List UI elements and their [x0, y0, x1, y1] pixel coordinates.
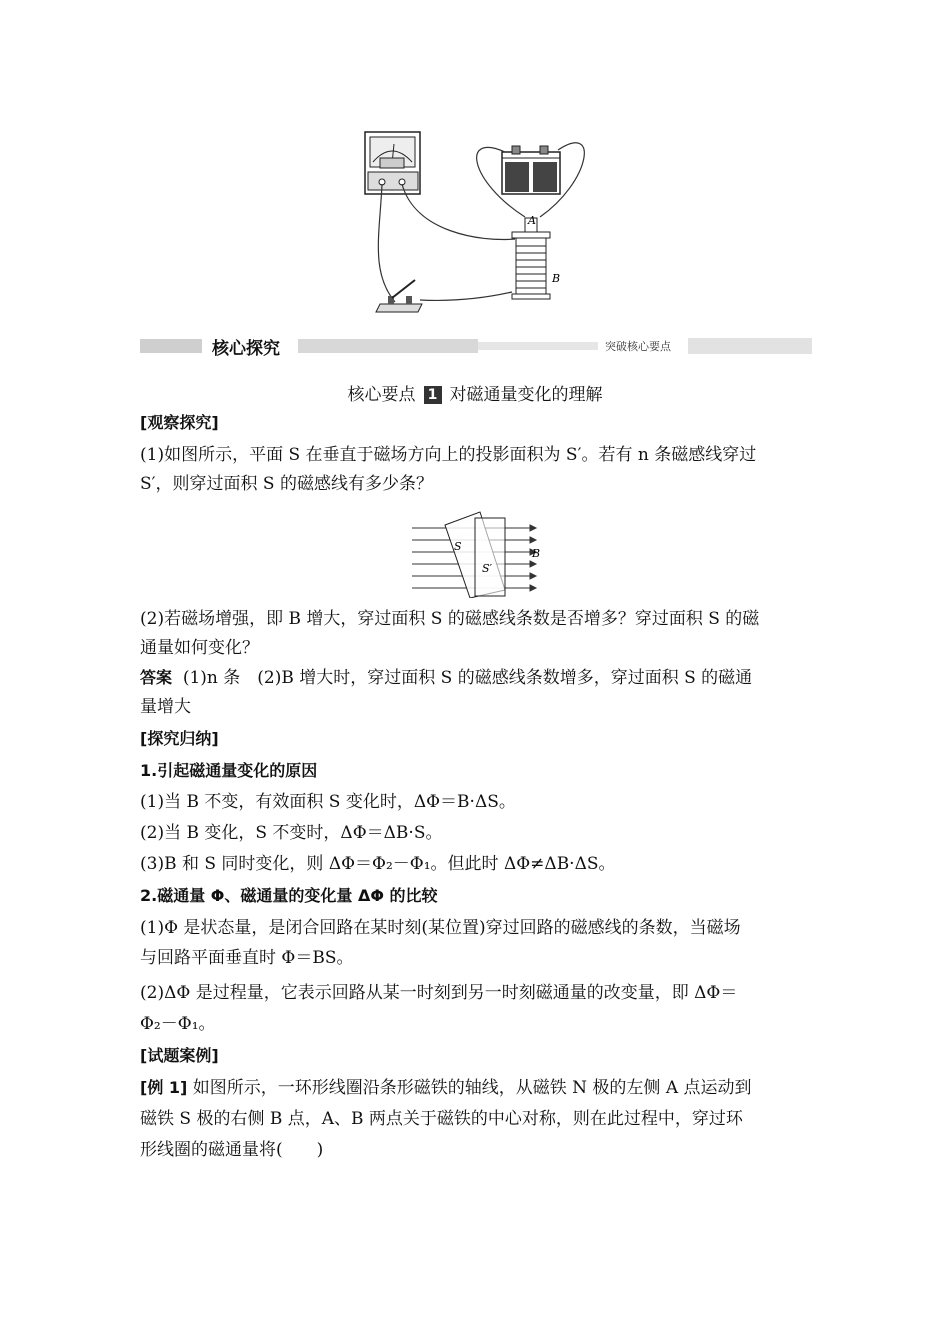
coil-icon — [512, 218, 550, 299]
observe-heading: [观察探究] — [140, 413, 219, 432]
fig2-label-s: S — [454, 540, 462, 553]
case-heading: [试题案例] — [140, 1046, 219, 1065]
key-point-number: 1 — [424, 386, 442, 404]
answer — [140, 665, 812, 691]
answer-label: 答案 — [140, 668, 173, 687]
key-point-text: 对磁通量变化的理解 — [449, 385, 603, 405]
battery-icon — [502, 146, 560, 194]
p1-a: (1)当 B 不变，有效面积 S 变化时，ΔΦ＝B·ΔS。 — [140, 792, 516, 812]
example-line3: 形线圈的磁通量将( ) — [140, 1140, 324, 1160]
label-b: B — [552, 272, 561, 285]
p2-b1: (2)ΔΦ 是过程量，它表示回路从某一时刻到另一时刻磁通量的改变量，即 ΔΦ＝ — [140, 983, 738, 1003]
switch-icon — [376, 280, 422, 312]
p2-a1: (1)Φ 是状态量，是闭合回路在某时刻(某位置)穿过回路的磁感线的条数，当磁场 — [140, 918, 741, 938]
example-text-1: 如图所示，一环形线圈沿条形磁铁的轴线，从磁铁 N 极的左侧 A 点运动到 — [187, 1078, 752, 1098]
answer-line2: 量增大 — [140, 697, 191, 717]
galvanometer-icon — [365, 132, 420, 194]
fig2-label-s-prime: S′ — [482, 562, 493, 575]
q2-line1: (2)若磁场增强，即 B 增大，穿过面积 S 的磁感线条数是否增多？穿过面积 S 的磁 — [140, 609, 760, 629]
section-header-right: 突破核心要点 — [605, 340, 671, 353]
flux-figure — [410, 510, 550, 598]
p2-a2: 与回路平面垂直时 Φ＝BS。 — [140, 948, 354, 968]
q2-line2: 通量如何变化？ — [140, 638, 259, 658]
key-point-prefix: 核心要点 — [347, 385, 416, 405]
label-a: A — [528, 214, 536, 227]
q1-line2: S′，则穿过面积 S 的磁感线有多少条？ — [140, 474, 433, 494]
summary-heading: [探究归纳] — [140, 729, 219, 748]
key-point-title — [0, 380, 950, 405]
section-header-bar — [140, 336, 812, 359]
point1-title: 1.引起磁通量变化的原因 — [140, 761, 318, 780]
point2-title: 2.磁通量 Φ、磁通量的变化量 ΔΦ 的比较 — [140, 886, 438, 905]
section-header-left: 核心探究 — [212, 339, 280, 359]
example-line2: 磁铁 S 极的右侧 B 点，A、B 两点关于磁铁的中心对称，则在此过程中，穿过环 — [140, 1109, 743, 1129]
circuit-figure — [340, 122, 600, 317]
p1-c: (3)B 和 S 同时变化，则 ΔΦ＝Φ₂－Φ₁。但此时 ΔΦ≠ΔB·ΔS。 — [140, 854, 616, 874]
fig2-label-b: B — [532, 547, 541, 560]
p1-b: (2)当 B 变化，S 不变时，ΔΦ＝ΔB·S。 — [140, 823, 443, 843]
q1-line1: (1)如图所示，平面 S 在垂直于磁场方向上的投影面积为 S′。若有 n 条磁感线穿过 — [140, 445, 757, 465]
answer-text-1: (1)n 条 (2)B 增大时，穿过面积 S 的磁感线条数增多，穿过面积 S 的磁通 — [182, 668, 753, 688]
p2-b2: Φ₂－Φ₁。 — [140, 1014, 216, 1034]
example-label: [例 1] — [140, 1078, 188, 1097]
example-line1 — [140, 1075, 812, 1101]
